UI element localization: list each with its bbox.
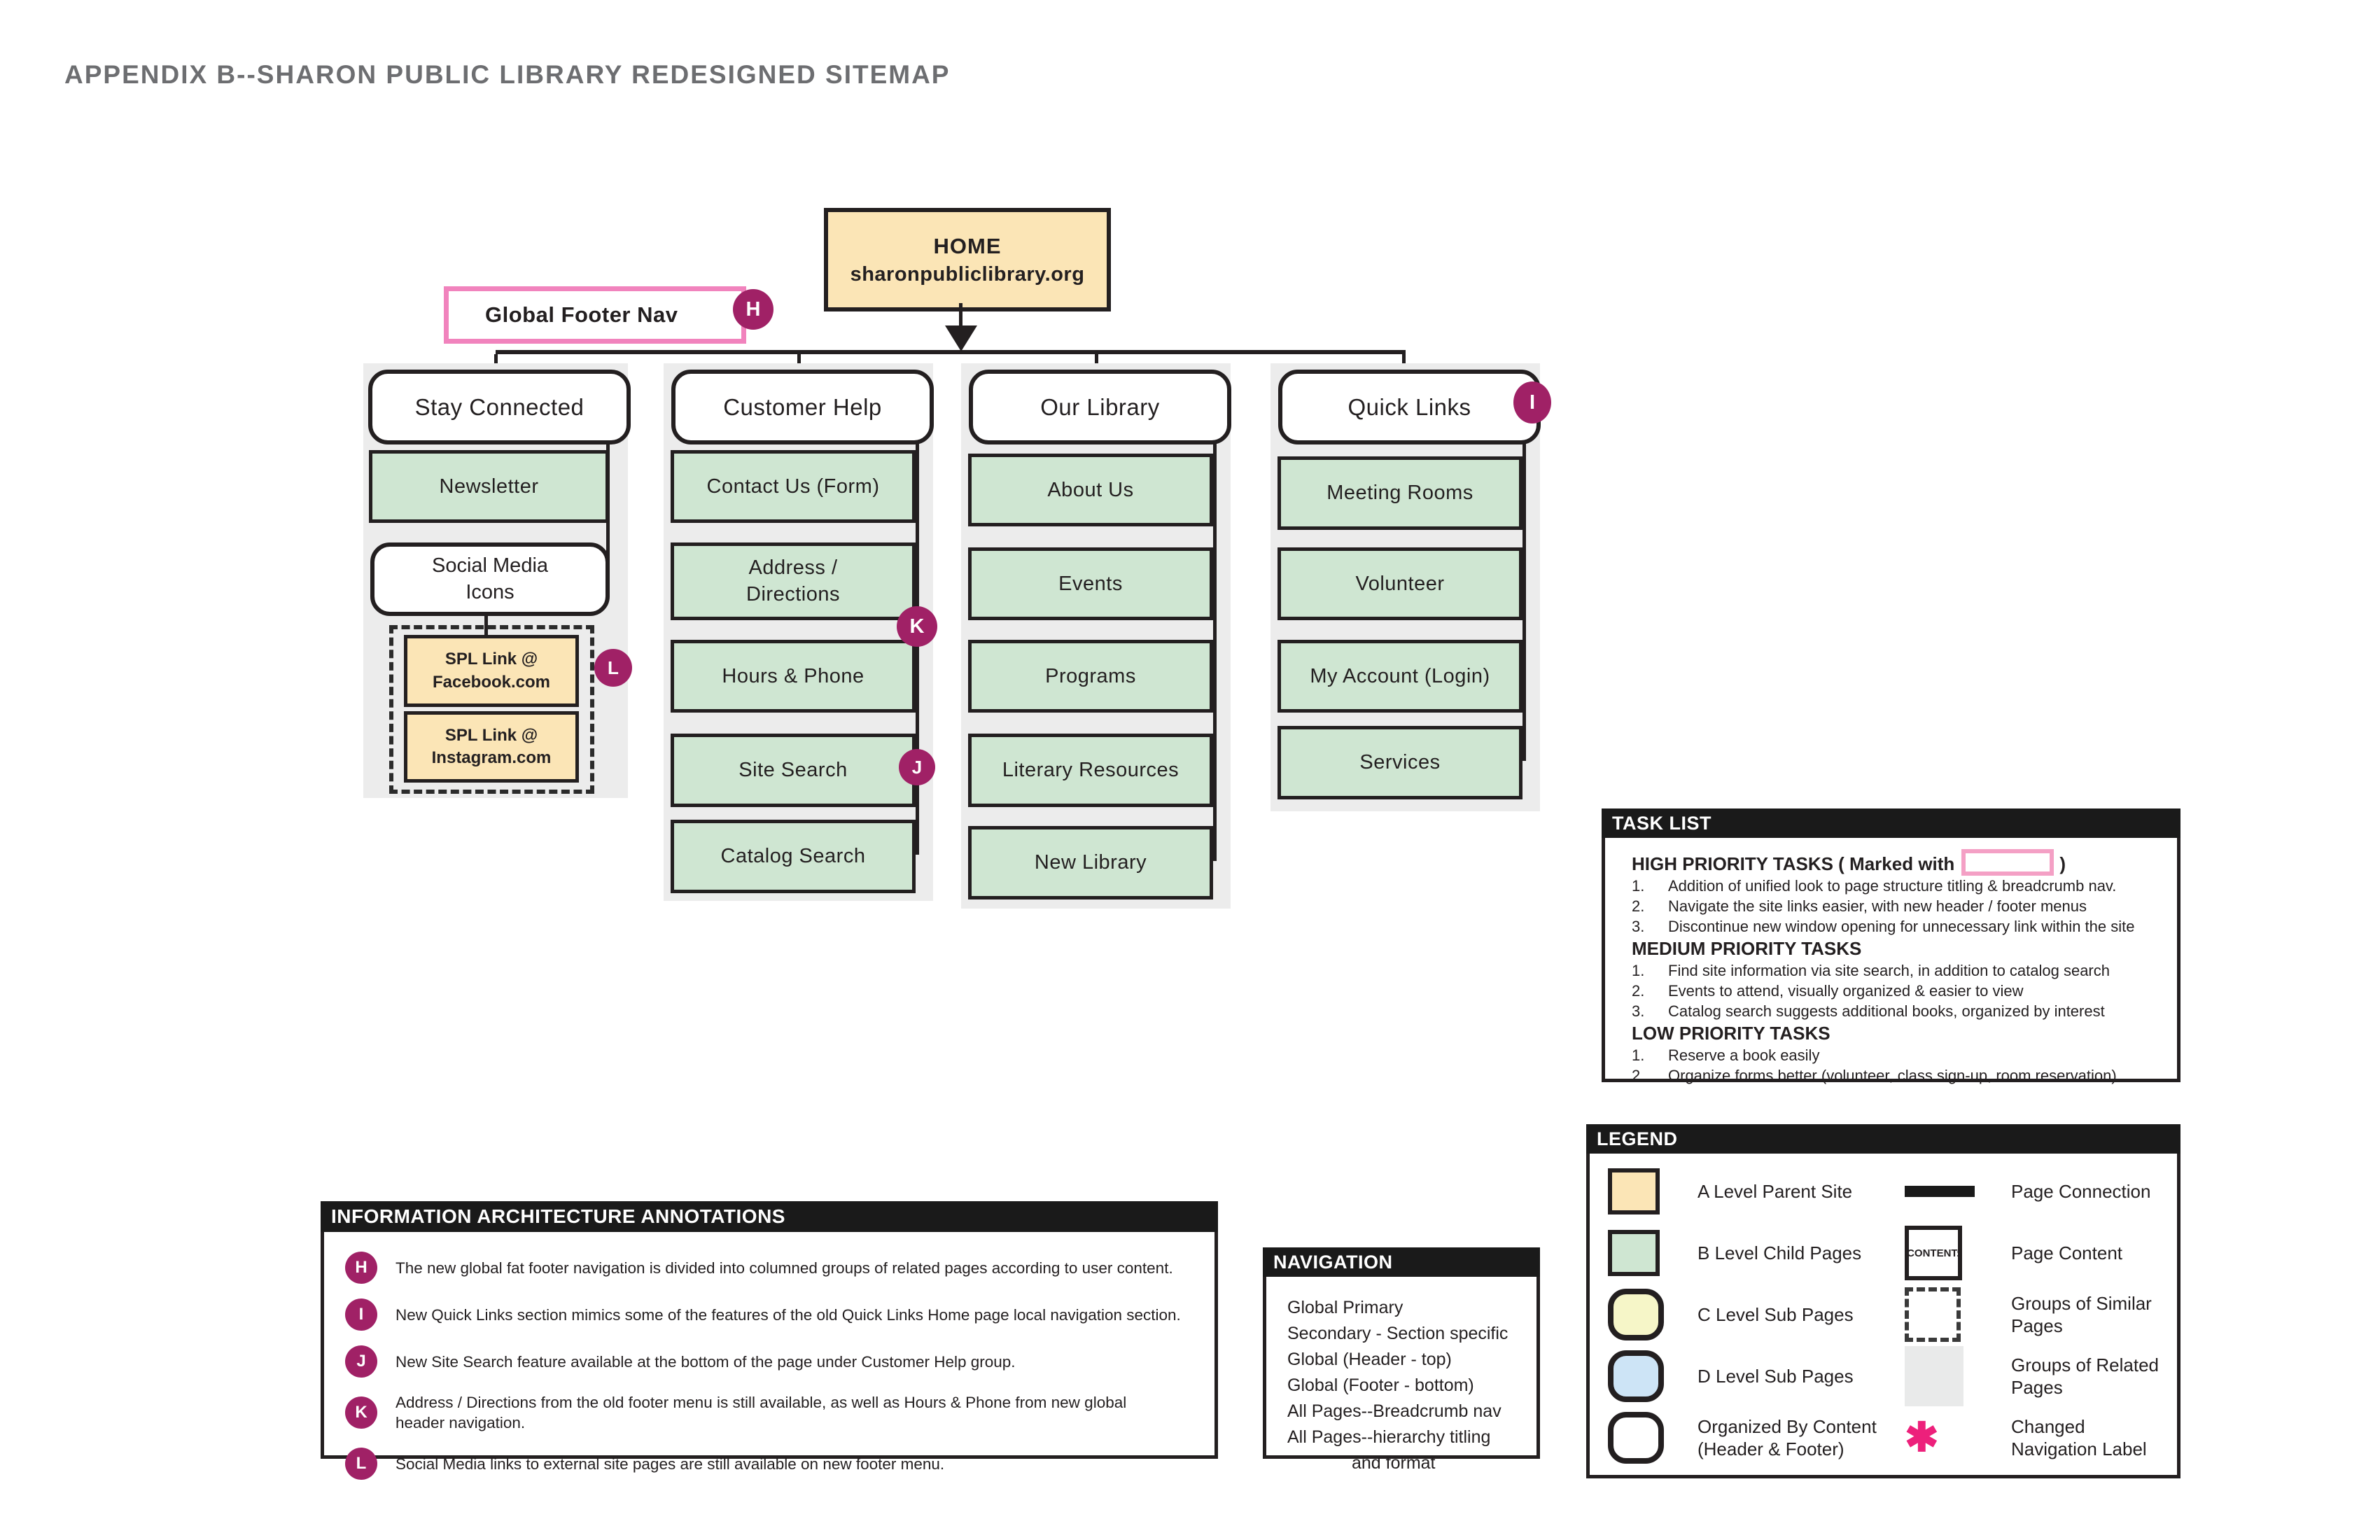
legend-header: LEGEND <box>1586 1124 2180 1154</box>
legend-swatch-page-connection <box>1905 1186 1975 1197</box>
task-item-number: 3. <box>1632 918 1645 935</box>
annotation-row <box>345 1298 1202 1331</box>
task-item <box>1632 1001 2167 1021</box>
page-node-new-library: New Library <box>968 826 1213 899</box>
task-item-number: 2. <box>1632 982 1645 1000</box>
page-node-social-media-icons <box>370 542 610 616</box>
task-list-header: TASK LIST <box>1602 808 2180 838</box>
page-node-my-account: My Account (Login) <box>1278 640 1522 713</box>
task-item-text: Find site information via site search, in addition to catalog search <box>1668 962 2110 979</box>
legend-swatch-a-level <box>1608 1168 1660 1214</box>
legend-label: Groups of Similar Pages <box>2011 1293 2152 1336</box>
page-node-services: Services <box>1278 726 1522 799</box>
legend-label: B Level Child Pages <box>1698 1242 1862 1264</box>
page-node-meeting-rooms: Meeting Rooms <box>1278 456 1522 530</box>
connector-home-stem <box>959 303 962 327</box>
page-node-events: Events <box>968 547 1213 620</box>
navigation-header: NAVIGATION <box>1263 1247 1540 1277</box>
annotation-row <box>345 1392 1202 1433</box>
home-node <box>824 208 1111 312</box>
annotation-badge-h-key: H <box>345 1252 377 1284</box>
task-list-high-label: HIGH PRIORITY TASKS ( Marked with <box>1632 853 1955 874</box>
legend-label: Groups of Related Pages <box>2011 1354 2160 1398</box>
global-footer-nav-label: Global Footer Nav <box>485 302 678 327</box>
task-list-low-heading: LOW PRIORITY TASKS <box>1632 1023 1830 1044</box>
page-node-social-media-icons-label: Social Media Icons <box>431 554 549 603</box>
ia-annotations-header: INFORMATION ARCHITECTURE ANNOTATIONS <box>321 1201 1218 1232</box>
annotation-text: Social Media links to external site pages are still available on new footer menu. <box>396 1455 945 1473</box>
column-header-our-library: Our Library <box>969 370 1231 444</box>
task-item-number: 1. <box>1632 877 1645 895</box>
task-item-text: Reserve a book easily <box>1668 1046 1820 1064</box>
legend-swatch-related-pages <box>1905 1346 1963 1406</box>
navigation-item: Global (Footer - bottom) <box>1287 1376 1474 1395</box>
column-header-customer-help: Customer Help <box>671 370 934 444</box>
navigation-item: Global Primary <box>1287 1298 1404 1317</box>
annotation-badge-k: K <box>897 606 937 647</box>
task-item-text: Navigate the site links easier, with new header / footer menus <box>1668 897 2087 915</box>
task-item-number: 2. <box>1632 897 1645 915</box>
pink-highlight-swatch <box>1961 849 2054 876</box>
column-header-stay-connected: Stay Connected <box>368 370 631 444</box>
global-footer-nav-callout <box>444 286 746 344</box>
annotation-badge-h: H <box>733 289 774 330</box>
ia-annotations-panel <box>321 1201 1218 1473</box>
annotation-text: New Quick Links section mimics some of the features of the old Quick Links Home page local navigation section. <box>396 1306 1181 1324</box>
page-node-contact-us: Contact Us (Form) <box>671 450 916 523</box>
page-title: APPENDIX B--SHARON PUBLIC LIBRARY REDESIGNED SITEMAP <box>64 60 951 89</box>
connector-main-horizontal <box>496 350 1406 354</box>
annotation-badge-l-key: L <box>345 1448 377 1480</box>
task-list-medium-heading: MEDIUM PRIORITY TASKS <box>1632 938 1862 959</box>
home-node-title: HOME <box>933 233 1002 258</box>
navigation-item: All Pages--Breadcrumb nav <box>1287 1401 1502 1421</box>
page-node-spl-instagram <box>404 711 579 783</box>
legend-swatch-organized-by-content <box>1608 1412 1664 1464</box>
page-node-volunteer: Volunteer <box>1278 547 1522 620</box>
annotation-badge-i: I <box>1513 382 1551 424</box>
task-item-text: Catalog search suggests additional books, organized by interest <box>1668 1002 2105 1020</box>
legend-label: Page Content <box>2011 1242 2123 1264</box>
task-item-number: 2. <box>1632 1067 1645 1084</box>
task-item-text: Addition of unified look to page structure titling & breadcrumb nav. <box>1668 877 2117 895</box>
changed-nav-asterisk-icon: ✱ <box>1905 1415 1939 1460</box>
task-item <box>1632 916 2167 937</box>
page-node-address-directions <box>671 542 916 620</box>
task-item <box>1632 960 2167 981</box>
legend-swatch-page-content: CONTENT: <box>1905 1226 1962 1280</box>
annotation-text: New Site Search feature available at the bottom of the page under Customer Help group. <box>396 1352 1016 1371</box>
connector-col3-spine <box>1213 436 1217 861</box>
annotation-badge-l: L <box>594 649 632 687</box>
legend-swatch-c-level <box>1608 1289 1664 1340</box>
navigation-item: Global (Header - top) <box>1287 1350 1452 1369</box>
annotation-row <box>345 1448 1202 1480</box>
annotation-text: The new global fat footer navigation is divided into columned groups of related pages according to user content. <box>396 1259 1173 1277</box>
task-item-number: 1. <box>1632 1046 1645 1064</box>
navigation-item: and format <box>1352 1453 1436 1473</box>
page-node-spl-instagram-label: SPL Link @ Instagram.com <box>431 725 552 767</box>
annotation-badge-i-key: I <box>345 1298 377 1331</box>
page-node-programs: Programs <box>968 640 1213 713</box>
home-node-url: sharonpubliclibrary.org <box>850 262 1085 286</box>
navigation-panel <box>1263 1247 1540 1473</box>
column-header-quick-links: Quick Links <box>1278 370 1541 444</box>
page-node-literary-resources: Literary Resources <box>968 734 1213 807</box>
legend-label: Organized By Content (Header & Footer) <box>1698 1416 1877 1460</box>
page-node-address-directions-label: Address / Directions <box>746 556 840 606</box>
annotation-badge-j-key: J <box>345 1345 377 1378</box>
legend-label: C Level Sub Pages <box>1698 1304 1854 1325</box>
annotation-row <box>345 1345 1202 1378</box>
task-list-panel <box>1602 808 2180 1082</box>
page-node-spl-facebook-label: SPL Link @ Facebook.com <box>432 650 551 692</box>
task-list-high-suffix: ) <box>2059 853 2066 874</box>
task-item-text: Events to attend, visually organized & easier to view <box>1668 982 2024 1000</box>
task-item <box>1632 1045 2167 1065</box>
annotation-text: Address / Directions from the old footer menu is still available, as well as Hours & Phone from new global header navigation. <box>396 1394 1127 1432</box>
navigation-item: Secondary - Section specific <box>1287 1324 1508 1343</box>
connector-col4-spine <box>1522 436 1526 761</box>
legend-swatch-d-level <box>1608 1350 1664 1402</box>
task-item-number: 3. <box>1632 1002 1645 1020</box>
page-node-newsletter: Newsletter <box>369 450 609 523</box>
task-list-high-heading <box>1632 849 2167 876</box>
annotation-badge-k-key: K <box>345 1396 377 1429</box>
page-node-catalog-search: Catalog Search <box>671 820 916 893</box>
annotation-badge-j: J <box>899 749 935 785</box>
annotation-row <box>345 1252 1202 1284</box>
task-item <box>1632 1065 2167 1086</box>
task-item <box>1632 896 2167 916</box>
legend-swatch-b-level <box>1608 1230 1660 1276</box>
legend-label: Page Connection <box>2011 1181 2151 1202</box>
page-node-spl-facebook <box>404 635 579 707</box>
page-node-about-us: About Us <box>968 454 1213 526</box>
navigation-item: All Pages--hierarchy titling <box>1287 1427 1491 1447</box>
legend-label: D Level Sub Pages <box>1698 1366 1854 1387</box>
task-item <box>1632 981 2167 1001</box>
arrow-down-icon <box>945 326 977 351</box>
task-item-text: Organize forms better (volunteer, class sign-up, room reservation) <box>1668 1067 2117 1084</box>
legend-label: Changed Navigation Label <box>2011 1416 2147 1460</box>
legend-label: A Level Parent Site <box>1698 1181 1853 1202</box>
task-item-number: 1. <box>1632 962 1645 979</box>
legend-panel <box>1586 1124 2180 1478</box>
task-item <box>1632 876 2167 896</box>
task-item-text: Discontinue new window opening for unnecessary link within the site <box>1668 918 2135 935</box>
page-node-hours-phone: Hours & Phone <box>671 640 916 713</box>
legend-swatch-similar-pages <box>1905 1287 1961 1342</box>
page-node-site-search: Site Search <box>671 734 916 807</box>
